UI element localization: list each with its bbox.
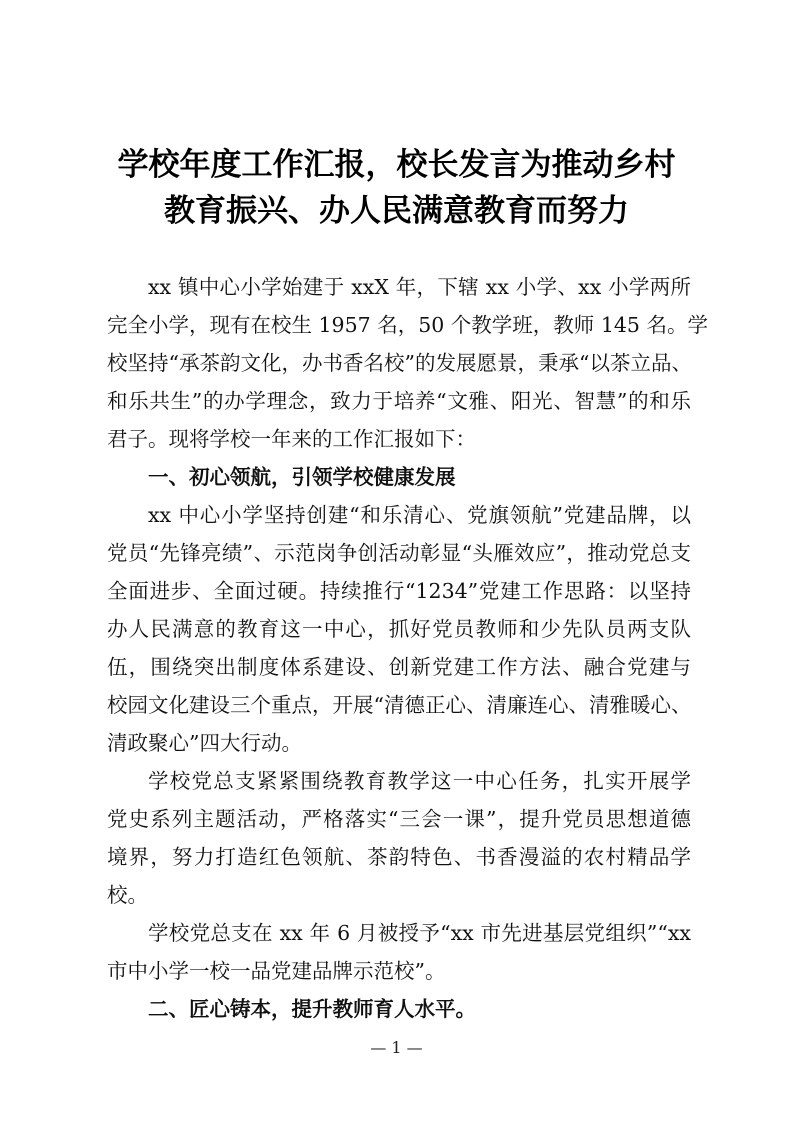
text-line: 市中小学一校一品党建品牌示范校”。 (107, 959, 446, 983)
document-body (107, 268, 708, 1028)
text-line: xx 镇中心小学始建于 xxX 年，下辖 xx 小学、xx 小学两所 (148, 275, 691, 299)
text-line: 校。 (107, 883, 148, 907)
text-line: 党员“先锋亮绩”、示范岗争创活动彰显“头雁效应”，推动党总支 (107, 541, 691, 565)
paragraph (107, 268, 708, 458)
text-line: 一、初心领航，引领学校健康发展 (148, 465, 456, 489)
page-number: — 1 — (370, 1038, 423, 1057)
text-line: 校园文化建设三个重点，开展“清德正心、清廉连心、清雅暖心、 (107, 693, 692, 717)
section-heading (107, 990, 691, 1028)
text-line: 境界，努力打造红色领航、茶韵特色、书香漫溢的农村精品学 (107, 845, 691, 869)
text-line: 二、匠心铸本，提升教师育人水平。 (148, 997, 476, 1021)
paragraph (107, 762, 691, 914)
text-line: 和乐共生”的办学理念，致力于培养“文雅、阳光、智慧”的和乐 (107, 389, 691, 413)
text-line: 伍，围绕突出制度体系建设、创新党建工作方法、融合党建与 (107, 655, 691, 679)
text-line: 学校党总支在 xx 年 6 月被授予“xx 市先进基层党组织”“xx (148, 921, 691, 945)
paragraph (107, 914, 691, 990)
text-line: 君子。现将学校一年来的工作汇报如下： (107, 427, 476, 451)
section-heading (107, 458, 691, 496)
text-line: 完全小学，现有在校生 1957 名，50 个教学班，教师 145 名。学 (107, 313, 708, 337)
text-line: 全面进步、全面过硬。持续推行“1234”党建工作思路：以坚持 (107, 579, 691, 603)
document-title (0, 142, 793, 234)
title-line-2: 教育振兴、办人民满意教育而努力 (164, 193, 629, 229)
text-line: 党史系列主题活动，严格落实“三会一课”，提升党员思想道德 (107, 807, 691, 831)
text-line: 学校党总支紧紧围绕教育教学这一中心任务，扎实开展学 (148, 769, 691, 793)
text-line: 校坚持“承茶韵文化，办书香名校”的发展愿景，秉承“以茶立品、 (107, 351, 692, 375)
text-line: 办人民满意的教育这一中心，抓好党员教师和少先队员两支队 (107, 617, 691, 641)
text-line: xx 中心小学坚持创建“和乐清心、党旗领航”党建品牌，以 (148, 503, 691, 527)
title-line-1: 学校年度工作汇报，校长发言为推动乡村 (117, 147, 676, 183)
paragraph (107, 496, 691, 762)
text-line: 清政聚心”四大行动。 (107, 731, 302, 755)
